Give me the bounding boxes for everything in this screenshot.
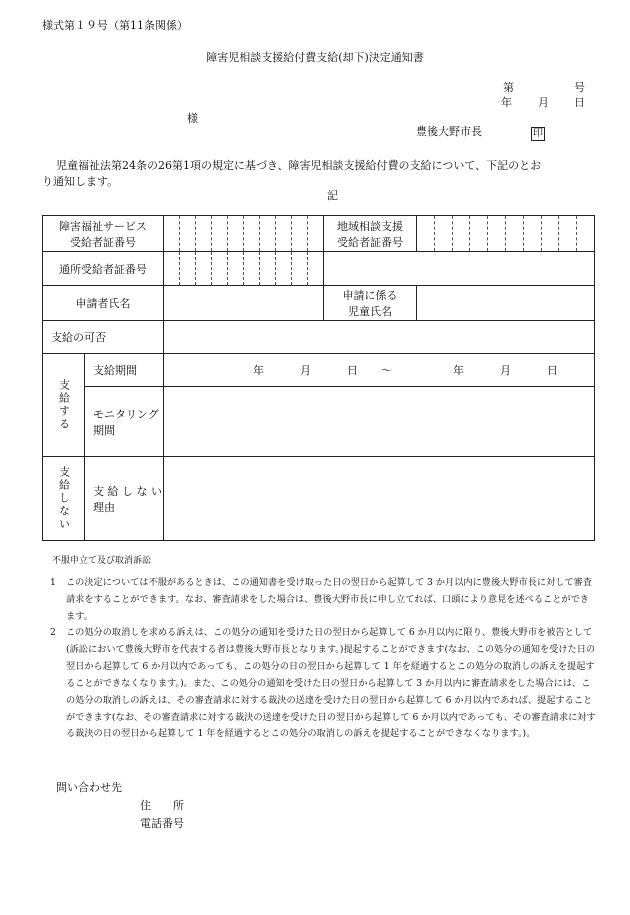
number-suffix: 号 [574, 81, 585, 94]
regional-consult-number-field[interactable] [417, 216, 595, 252]
period-label: 支給期間 [85, 354, 164, 387]
monitoring-field[interactable] [164, 387, 595, 457]
ki-marker: 記 [327, 189, 338, 202]
reason-label: 支 給 し な い 理由 [85, 457, 164, 541]
child-name-label: 申請に係る 児童氏名 [324, 286, 417, 321]
issuer-name: 豊後大野市長 [416, 125, 482, 138]
note-item: 2 この処分の取消しを求める訴えは、この処分の通知を受けた日の翌日から起算して 6 か月以内に限り、豊後大野市を被告として(訴訟において豊後大野市を代表する者は豊後大野市長となります。)提起することができます(なお、この処分の通知を受けた日の翌日から起算して 6 か月以内であっても、この処分の日の翌日から起算して 1 年を経過するとこの処分の取消しの訴えを提起することができなくなります。)。また、この処分の通知を受けた日の翌日から起算して 3 か月以内に審査請求をした場合には、この処分の取消しの訴えは、その審査請求に対する裁決の送達を受けた日の翌日から起算して 6 か月以内であれば、提起することができます(なお、その審査請求に対する裁決の送達を受けた日の翌日から起算して 6 か月以内であっても、その審査請求に対する裁決の日の翌日から起算して 1 年を経過するとこの処分の取消しの訴えを提起することができなくなります。)。 [50, 627, 596, 740]
contact-phone-label: 電話番号 [140, 817, 184, 830]
day-service-label: 通所受給者証番号 [43, 252, 164, 286]
note-item: 1 この決定については不服があるときは、この通知書を受け取った日の翌日から起算して 3 か月以内に豊後大野市長に対して審査請求をすることができます。なお、審査請求をした場合は、豊後大野市長に申し立てれば、口頭により意見を述べることができます。 [50, 577, 592, 622]
applicant-name-field[interactable] [164, 286, 324, 321]
notes-list [50, 575, 598, 743]
approval-field[interactable] [164, 321, 595, 354]
form-number: 様式第１９号（第11条関係） [42, 19, 188, 32]
intro-line-2: り通知します。 [42, 175, 119, 188]
monitoring-label: モニタリング 期間 [85, 387, 164, 457]
child-name-field[interactable] [417, 286, 595, 321]
intro-line-1: 児童福祉法第24条の26第1項の規定に基づき、障害児相談支援給付費の支給について、下記のとお [56, 159, 542, 172]
provide-label: 支給する [43, 354, 85, 457]
date-day: 日 [574, 96, 585, 109]
contact-heading: 問い合わせ先 [56, 781, 122, 794]
decision-table [42, 215, 595, 541]
day-service-extra-cell [324, 252, 595, 286]
service-recipient-number-field[interactable] [164, 216, 324, 252]
date-year: 年 [501, 96, 512, 109]
approval-label: 支給の可否 [43, 321, 164, 354]
page-title: 障害児相談支援給付費支給(却下)決定通知書 [206, 51, 424, 64]
number-prefix: 第 [503, 81, 514, 94]
period-field[interactable]: 年 月 日 〜 年 月 日 [164, 354, 595, 387]
contact-address-label: 住 所 [140, 799, 184, 812]
day-service-number-field[interactable] [164, 252, 324, 286]
service-recipient-label: 障害福祉サービス 受給者証番号 [43, 216, 164, 252]
reason-field[interactable] [164, 457, 595, 541]
seal-mark: 印 [533, 128, 543, 139]
applicant-name-label: 申請者氏名 [43, 286, 164, 321]
not-provide-label: 支給しない [43, 457, 85, 541]
date-month: 月 [538, 96, 549, 109]
regional-consult-label: 地域相談支援 受給者証番号 [324, 216, 417, 252]
recipient-suffix: 様 [187, 112, 198, 125]
notes-heading: 不服申立て及び取消訴訟 [52, 556, 152, 566]
